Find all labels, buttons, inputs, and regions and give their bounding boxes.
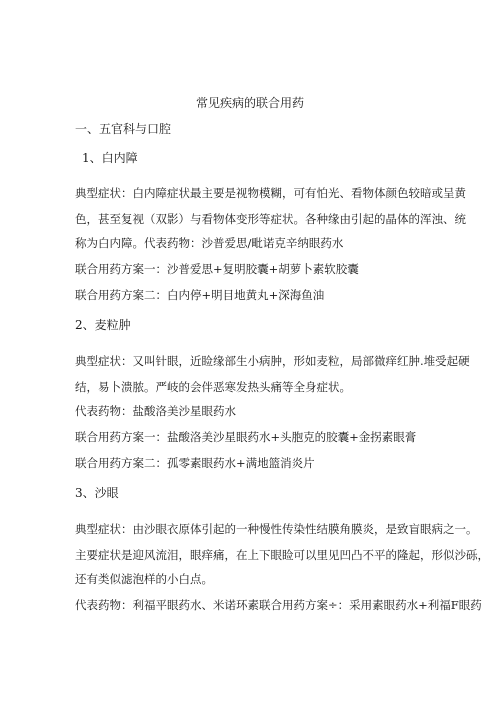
trachoma-drug-line: 代表药物：利福平眼药水、米诺环素联合用药方案÷：采用素眼药水+利福F眼药: [75, 598, 482, 612]
stye-plan-1: 联合用药方案一：盐酸洛美沙星眼药水+头胞克的胶囊+金拐素眼膏: [75, 430, 417, 444]
cataract-symptom-line-2: 色，甚至复视（双影）与看物体变形等症状。各种缘由引起的晶体的浑浊、统: [75, 212, 466, 226]
cataract-heading: 1、白内障: [82, 151, 138, 165]
trachoma-heading: 3、沙眼: [75, 486, 119, 500]
stye-symptom-line-1: 典型症状：又叫针眼，近睑缘部生小病肿，形如麦粒，局部微痒红肿.堆受起硬: [75, 354, 470, 368]
cataract-symptom-line-1: 典型症状：白内障症状最主要是视物模糊，可有怕光、看物体颜色较暗或呈黄: [75, 186, 466, 200]
stye-symptom-line-2: 结，易卜溃脓。严岐的会伴恶寒发热头痛等全身症状。: [75, 380, 351, 394]
cataract-symptom-line-3: 称为白内障。代表药物：沙普爱思/毗诺克辛纳眼药水: [75, 236, 344, 250]
trachoma-symptom-line-2: 主要症状是迎风流泪，眼痒痛，在上下眼睑可以里见凹凸不平的隆起，形似沙砾，: [75, 548, 489, 562]
section-heading: 一、五官科与口腔: [75, 122, 172, 136]
trachoma-symptom-line-3: 还有类似滤泡样的小白点。: [75, 572, 213, 586]
document-title: 常见疾病的联合用药: [195, 96, 304, 110]
stye-drug: 代表药物：盐酸洛美沙星眼药水: [75, 404, 236, 418]
stye-plan-2: 联合用药方案二：孤零素眼药水+满地篮消炎片: [75, 456, 315, 470]
cataract-plan-2: 联合用药方案二：白内停+明目地黄丸+深海鱼油: [75, 288, 325, 302]
stye-heading: 2、麦粒肿: [75, 318, 131, 332]
cataract-plan-1: 联合用药方案一：沙普爱思+复明胶囊+胡萝卜素软胶囊: [75, 262, 359, 276]
trachoma-symptom-line-1: 典型症状：由沙眼衣原体引起的一种慢性传染性结膜角膜炎，是致盲眼病之一。: [75, 522, 478, 536]
